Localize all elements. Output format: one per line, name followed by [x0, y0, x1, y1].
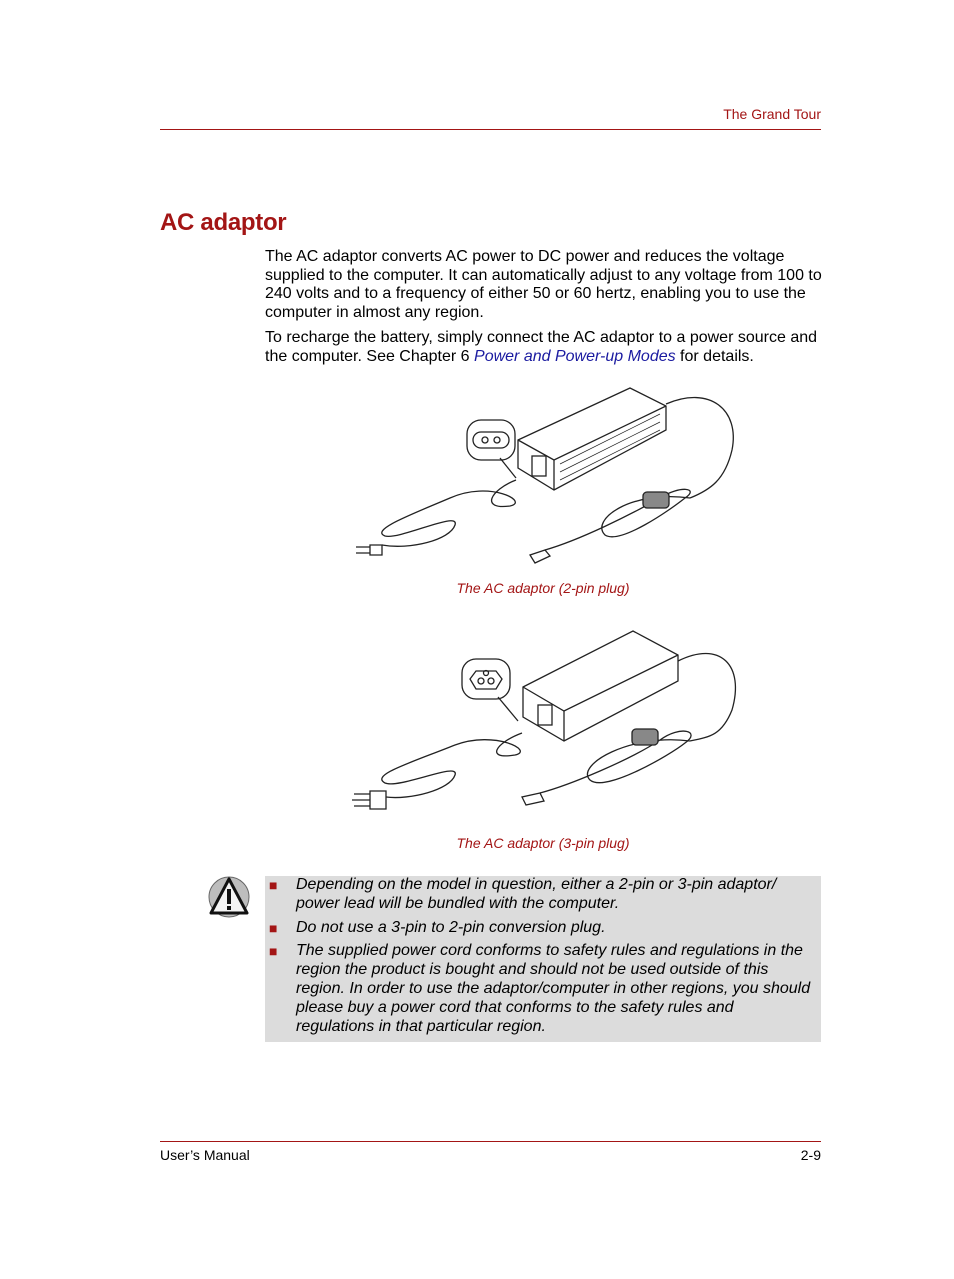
ac-power-cord-3pin: [382, 733, 522, 798]
plug-callout-bubble-3pin: [462, 659, 510, 699]
plug-callout-bubble: [467, 420, 515, 460]
cable-strap-3pin: [632, 729, 658, 745]
paragraph-2-text: [265, 329, 825, 366]
three-pin-plug-head: [370, 791, 386, 809]
two-pin-plug-head: [370, 545, 382, 555]
warning-item-1: [265, 876, 816, 914]
dc-cable: [666, 398, 733, 498]
ac-adaptor-2pin-illustration: [340, 380, 740, 570]
socket-pin-3b: [488, 678, 494, 684]
cable-strap: [643, 492, 669, 508]
warning-list: [265, 876, 821, 1036]
list-bullet: ■: [269, 943, 278, 960]
three-pin-socket-icon: [470, 671, 502, 689]
socket-pin-left: [482, 437, 488, 443]
paragraph-2-tail: for details.: [675, 347, 754, 365]
figure-1-caption: The AC adaptor (2-pin plug): [456, 580, 630, 596]
adaptor-brick-grooves: [560, 414, 660, 480]
header-section-title: The Grand Tour: [723, 106, 821, 122]
adaptor-inlet: [532, 456, 546, 476]
list-bullet: ■: [269, 919, 278, 936]
warning-item-text: Do not use a 3-pin to 2-pin conversion plug.: [296, 918, 606, 936]
warning-item-text: The supplied power cord conforms to safety rules and regulations in the region the product is bought and should not be used outside of this region. In order to use the adaptor/computer in other regions, you should please buy a power cord that conforms to the safety rules and regulations in that particular region.: [296, 942, 811, 1035]
paragraph-2: [265, 329, 825, 366]
footer-rule: [160, 1141, 821, 1142]
chapter-link[interactable]: Power and Power-up Modes: [474, 347, 676, 365]
three-pin-plug-prongs: [352, 794, 370, 806]
warning-note-box: [265, 876, 821, 1042]
ac-power-cord: [382, 480, 516, 546]
dc-plug: [530, 550, 550, 563]
plug-callout-pointer-3pin: [498, 697, 518, 721]
dc-cable-3pin: [678, 653, 735, 741]
two-pin-plug-prongs: [356, 547, 370, 553]
adaptor-brick-edge-3pin: [523, 655, 678, 711]
warning-item-3: [265, 942, 816, 1036]
header-rule: [160, 129, 821, 130]
footer-manual-title: User’s Manual: [160, 1147, 250, 1163]
socket-pin-3a: [478, 678, 484, 684]
warning-item-text: Depending on the model in question, either a 2-pin or 3-pin adaptor/ power lead will be bundled with the computer.: [296, 876, 777, 912]
paragraph-1-text: The AC adaptor converts AC power to DC power and reduces the voltage supplied to the computer. It can automatically adjust to any voltage from 100 to 240 volts and to a frequency of either 50 or 60 hertz, enabling you to use the computer in almost any region.: [265, 248, 822, 321]
paragraph-2-lead: To recharge the battery, simply connect the AC adaptor to a power source and the computer. See Chapter 6: [265, 329, 818, 365]
two-pin-socket-icon: [473, 432, 509, 448]
adaptor-brick: [518, 388, 666, 490]
warning-item-2: [265, 919, 816, 938]
dc-plug-3pin: [522, 793, 544, 805]
footer-page-number: 2-9: [800, 1147, 821, 1163]
warning-triangle-icon: [207, 875, 251, 919]
ac-adaptor-3pin-illustration: [340, 625, 740, 825]
paragraph-1: [265, 248, 825, 322]
adaptor-brick-edge: [518, 406, 666, 460]
figure-2-caption: The AC adaptor (3-pin plug): [456, 835, 630, 851]
socket-pin-right: [494, 437, 500, 443]
plug-callout-pointer: [500, 458, 516, 478]
adaptor-inlet-3pin: [538, 705, 552, 725]
list-bullet: ■: [269, 877, 278, 893]
section-heading: AC adaptor: [160, 209, 287, 236]
